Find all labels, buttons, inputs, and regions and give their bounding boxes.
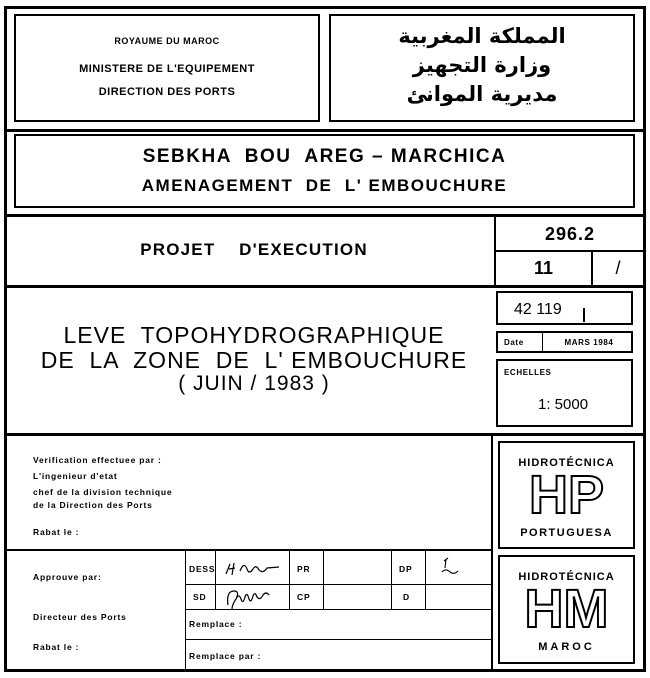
sd-signature bbox=[222, 585, 284, 609]
hp-logo-bottom: PORTUGUESA bbox=[520, 527, 613, 539]
dp-signature bbox=[436, 556, 476, 580]
pr-label: PR bbox=[297, 564, 311, 574]
drawing-number: 42 119 bbox=[514, 301, 562, 318]
sd-label: SD bbox=[193, 592, 207, 602]
ministry-ar: وزارة التجهيز bbox=[412, 53, 552, 77]
phase-label: PROJET D'EXECUTION bbox=[140, 240, 368, 259]
hm-logo-top: HIDROTÉCNICA bbox=[518, 571, 615, 583]
replaced-by-label: Remplace par : bbox=[189, 651, 262, 661]
drawing-title-2: DE LA ZONE DE L' EMBOUCHURE bbox=[40, 347, 468, 373]
verification-label: Verification effectuee par : bbox=[33, 455, 162, 465]
engineer-label: L'ingenieur d'etat bbox=[33, 471, 118, 481]
kingdom-ar: المملكة المغربية bbox=[398, 24, 566, 48]
project-name: SEBKHA BOU AREG – MARCHICA bbox=[142, 146, 507, 167]
project-subtitle: AMENAGEMENT DE L' EMBOUCHURE bbox=[141, 176, 508, 195]
date-value: MARS 1984 bbox=[564, 338, 614, 347]
drawing-title-3: ( JUIN / 1983 ) bbox=[178, 372, 330, 395]
hp-logo-top: HIDROTÉCNICA bbox=[518, 457, 615, 469]
dess-label: DESS bbox=[189, 564, 216, 574]
dp-label: DP bbox=[399, 564, 413, 574]
hp-logo-mark: HP bbox=[528, 465, 604, 525]
dess-signature bbox=[222, 558, 284, 580]
scale-label: ECHELLES bbox=[504, 368, 552, 377]
cp-label: CP bbox=[297, 592, 311, 602]
directorate-fr: DIRECTION DES PORTS bbox=[98, 86, 236, 98]
replaces-label: Remplace : bbox=[189, 619, 243, 629]
hm-logo-mark: HM bbox=[524, 579, 609, 639]
approval-date-label: Rabat le : bbox=[33, 642, 80, 652]
drawing-title-1: LEVE TOPOHYDROGRAPHIQUE bbox=[63, 322, 445, 348]
project-code: 296.2 bbox=[544, 224, 596, 244]
scale-value: 1: 5000 bbox=[538, 396, 589, 413]
approved-by-label: Approuve par: bbox=[33, 572, 102, 582]
d-label: D bbox=[403, 592, 410, 602]
port-director-label: Directeur des Ports bbox=[33, 612, 127, 622]
hm-logo-bottom: MAROC bbox=[538, 641, 595, 653]
ministry-fr: MINISTERE DE L'EQUIPEMENT bbox=[79, 63, 255, 75]
kingdom-fr: ROYAUME DU MAROC bbox=[114, 36, 220, 46]
date-label: Date bbox=[504, 338, 524, 347]
ports-direction-label: de la Direction des Ports bbox=[33, 500, 153, 510]
verification-date-label: Rabat le : bbox=[33, 527, 80, 537]
division-chief-label: chef de la division technique bbox=[33, 487, 173, 497]
directorate-ar: مديرية الموانئ bbox=[406, 82, 558, 106]
sheet-separator: / bbox=[615, 258, 621, 278]
sheet-number: 11 bbox=[533, 258, 554, 278]
